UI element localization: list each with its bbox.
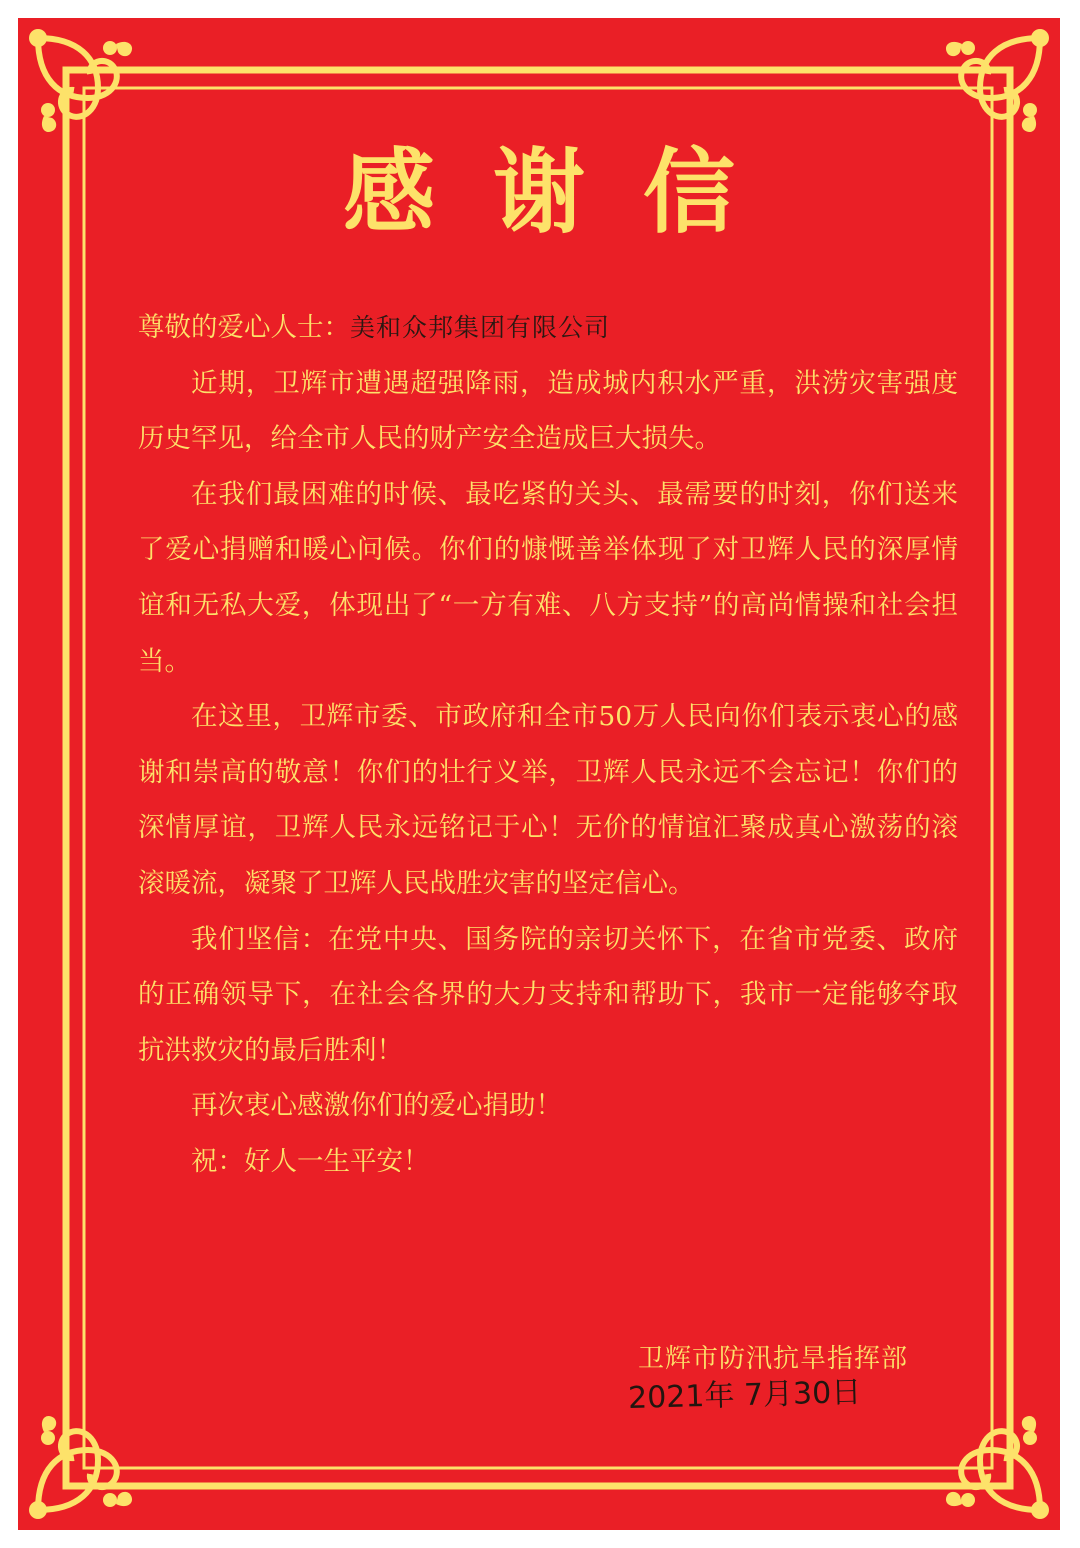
- paragraph: 我们坚信：在党中央、国务院的亲切关怀下，在省市党委、政府的正确领导下，在社会各界的大力支持和帮助下，我市一定能够夺取抗洪救灾的最后胜利！: [138, 923, 958, 1066]
- signature-organization: 卫辉市防汛抗旱指挥部: [638, 1344, 909, 1374]
- certificate-sheet: [18, 18, 1060, 1530]
- paragraph: 在这里，卫辉市委、市政府和全市50万人民向你们表示衷心的感谢和崇高的敬意！你们的壮行义举，卫辉人民永远不会忘记！你们的深情厚谊，卫辉人民永远铭记于心！无价的情谊汇聚成真心激荡的滚滚暖流，凝聚了卫辉人民战胜灾害的坚定信心。: [138, 701, 958, 899]
- salutation: [138, 300, 958, 356]
- paragraph: 近期，卫辉市遭遇超强降雨，造成城内积水严重，洪涝灾害强度历史罕见，给全市人民的财产安全造成巨大损失。: [138, 367, 958, 455]
- closing-wish: 祝：好人一生平安！: [191, 1145, 430, 1177]
- paragraph: 再次衷心感激你们的爱心捐助！: [191, 1090, 562, 1122]
- letter-title: 感谢信: [342, 138, 793, 246]
- paragraph: 在我们最困难的时候、最吃紧的关头、最需要的时刻，你们送来了爱心捐赠和暖心问候。你们的慷慨善举体现了对卫辉人民的深厚情谊和无私大爱，体现出了“一方有难、八方支持”的高尚情操和社会担当。: [138, 478, 958, 677]
- recipient-name-handwritten: 美和众邦集团有限公司: [350, 313, 611, 342]
- signature-date-handwritten: 2021年 7月30日: [627, 1374, 862, 1417]
- salutation-label: 尊敬的爱心人士：: [138, 312, 350, 343]
- corner-ornament: [29, 29, 132, 132]
- letter-body: [138, 300, 958, 1190]
